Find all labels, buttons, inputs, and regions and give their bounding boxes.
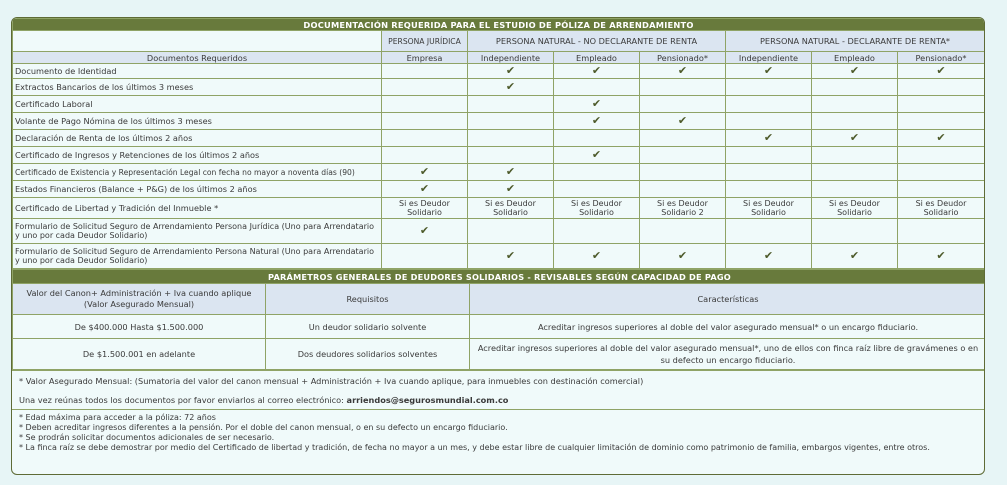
empty-cell <box>554 181 640 198</box>
check-icon: ✔ <box>726 64 812 79</box>
check-icon: ✔ <box>898 244 985 269</box>
empty-cell <box>726 96 812 113</box>
check-icon: ✔ <box>812 244 898 269</box>
empty-cell <box>640 219 726 244</box>
check-icon: ✔ <box>640 244 726 269</box>
empty-cell <box>898 164 985 181</box>
empty-cell <box>640 147 726 164</box>
document-name: Declaración de Renta de los últimos 2 años <box>13 130 382 147</box>
empty-cell <box>382 96 468 113</box>
check-icon: ✔ <box>468 79 554 96</box>
footnotes <box>12 409 984 456</box>
col-independiente: Independiente <box>726 52 812 64</box>
requisitos-value: Dos deudores solidarios solventes <box>266 339 470 370</box>
email-instruction-text: Una vez reúnas todos los documentos por favor enviarlos al correo electrónico: <box>19 395 344 405</box>
col-empleado: Empleado <box>812 52 898 64</box>
check-icon: ✔ <box>898 130 985 147</box>
check-icon: ✔ <box>898 64 985 79</box>
empty-cell <box>640 164 726 181</box>
group-no-declarante: PERSONA NATURAL - NO DECLARANTE DE RENTA <box>468 31 726 52</box>
check-icon: ✔ <box>382 164 468 181</box>
empty-cell <box>382 64 468 79</box>
caracteristicas-value: Acreditar ingresos superiores al doble del valor asegurado mensual* o un encargo fiduciario. <box>470 315 986 339</box>
col-valor-canon: Valor del Canon+ Administración + Iva cuando aplique (Valor Asegurado Mensual) <box>13 284 266 315</box>
check-icon: ✔ <box>554 147 640 164</box>
document-name: Certificado de Ingresos y Retenciones de los últimos 2 años <box>13 147 382 164</box>
empty-cell <box>898 113 985 130</box>
requirement-note: Si es Deudor Solidario <box>554 198 640 219</box>
empty-cell <box>382 244 468 269</box>
footnote-property: * La finca raíz se debe demostrar por medio del Certificado de libertad y tradición, de fecha no mayor a un mes, y debe estar libre de cualquier limitación de dominio como patrimonio de familia, embargos vigentes, entre otros. <box>19 443 930 452</box>
docs-column-header: Documentos Requeridos <box>13 52 382 64</box>
check-icon: ✔ <box>468 164 554 181</box>
requirement-note: Si es Deudor Solidario <box>726 198 812 219</box>
valor-range: De $1.500.001 en adelante <box>13 339 266 370</box>
documents-table-title: DOCUMENTACIÓN REQUERIDA PARA EL ESTUDIO DE PÓLIZA DE ARRENDAMIENTO <box>13 19 985 31</box>
empty-cell <box>898 219 985 244</box>
check-icon: ✔ <box>554 244 640 269</box>
empty-cell <box>726 113 812 130</box>
documents-table <box>12 18 985 269</box>
group-declarante: PERSONA NATURAL - DECLARANTE DE RENTA* <box>726 31 985 52</box>
guarantors-table <box>12 269 985 370</box>
col-independiente: Independiente <box>468 52 554 64</box>
table-row <box>13 219 985 244</box>
group-persona-juridica: PERSONA JURÍDICA <box>382 31 468 52</box>
caracteristicas-value: Acreditar ingresos superiores al doble del valor asegurado mensual*, uno de ellos con finca raíz libre de gravámenes o en su defecto un encargo fiduciario. <box>470 339 986 370</box>
table-row <box>13 164 985 181</box>
contact-email-link[interactable]: arriendos@segurosmundial.com.co <box>346 395 509 405</box>
empty-cell <box>726 164 812 181</box>
check-icon: ✔ <box>554 64 640 79</box>
check-icon: ✔ <box>382 219 468 244</box>
document-rows <box>13 64 985 269</box>
empty-cell <box>468 130 554 147</box>
check-icon: ✔ <box>468 244 554 269</box>
table-row <box>13 181 985 198</box>
empty-cell <box>898 147 985 164</box>
empty-cell <box>554 219 640 244</box>
empty-cell <box>468 96 554 113</box>
empty-cell <box>812 79 898 96</box>
empty-cell <box>812 219 898 244</box>
requisitos-value: Un deudor solidario solvente <box>266 315 470 339</box>
document-name: Volante de Pago Nómina de los últimos 3 meses <box>13 113 382 130</box>
empty-cell <box>468 219 554 244</box>
table-row <box>13 64 985 79</box>
requirement-note: Si es Deudor Solidario <box>468 198 554 219</box>
requirement-note: Si es Deudor Solidario <box>898 198 985 219</box>
empty-cell <box>640 96 726 113</box>
footnote-age: * Edad máxima para acceder a la póliza: 72 años <box>19 413 216 422</box>
check-icon: ✔ <box>640 64 726 79</box>
table-row <box>13 147 985 164</box>
document-name: Documento de Identidad <box>13 64 382 79</box>
document-name: Certificado de Libertad y Tradición del Inmueble * <box>13 198 382 219</box>
check-icon: ✔ <box>726 130 812 147</box>
table-row <box>13 96 985 113</box>
col-pensionado: Pensionado* <box>640 52 726 64</box>
empty-cell <box>554 79 640 96</box>
requirement-note: Si es Deudor Solidario <box>812 198 898 219</box>
table-row <box>13 130 985 147</box>
empty-cell <box>812 181 898 198</box>
empty-cell <box>812 147 898 164</box>
check-icon: ✔ <box>726 244 812 269</box>
check-icon: ✔ <box>812 64 898 79</box>
empty-cell <box>382 147 468 164</box>
document-name: Formulario de Solicitud Seguro de Arrendamiento Persona Natural (Uno para Arrendatario y uno por cada Deudor Solidario) <box>13 244 382 269</box>
document-name: Formulario de Solicitud Seguro de Arrendamiento Persona Jurídica (Uno para Arrendatario y uno por cada Deudor Solidario) <box>13 219 382 244</box>
guarantors-table-title: PARÁMETROS GENERALES DE DEUDORES SOLIDARIOS - REVISABLES SEGÚN CAPACIDAD DE PAGO <box>13 270 986 284</box>
empty-cell <box>726 79 812 96</box>
empty-cell <box>382 130 468 147</box>
empty-cell <box>898 79 985 96</box>
empty-cell <box>812 96 898 113</box>
document-name: Certificado Laboral <box>13 96 382 113</box>
check-icon: ✔ <box>812 130 898 147</box>
valor-range: De $400.000 Hasta $1.500.000 <box>13 315 266 339</box>
table-row <box>13 79 985 96</box>
col-pensionado: Pensionado* <box>898 52 985 64</box>
valor-asegurado-note-block <box>12 370 984 409</box>
empty-cell <box>812 113 898 130</box>
empty-cell <box>640 130 726 147</box>
check-icon: ✔ <box>640 113 726 130</box>
check-icon: ✔ <box>382 181 468 198</box>
document-name: Certificado de Existencia y Representación Legal con fecha no mayor a noventa días (90) <box>13 164 382 181</box>
document-name: Estados Financieros (Balance + P&G) de los últimos 2 años <box>13 181 382 198</box>
empty-cell <box>726 147 812 164</box>
table-row <box>13 113 985 130</box>
empty-cell <box>898 181 985 198</box>
col-caracteristicas: Características <box>470 284 986 315</box>
empty-cell <box>554 130 640 147</box>
empty-cell <box>554 164 640 181</box>
table-row <box>13 198 985 219</box>
table-row <box>13 244 985 269</box>
col-empleado: Empleado <box>554 52 640 64</box>
col-requisitos: Requisitos <box>266 284 470 315</box>
requirement-note: Si es Deudor Solidario 2 <box>640 198 726 219</box>
document-name: Extractos Bancarios de los últimos 3 meses <box>13 79 382 96</box>
col-empresa: Empresa <box>382 52 468 64</box>
empty-cell <box>726 219 812 244</box>
policy-requirements-card <box>11 17 985 475</box>
empty-cell <box>382 113 468 130</box>
empty-cell <box>640 181 726 198</box>
empty-cell <box>640 79 726 96</box>
check-icon: ✔ <box>468 64 554 79</box>
empty-cell <box>726 181 812 198</box>
check-icon: ✔ <box>554 113 640 130</box>
requirement-note: Si es Deudor Solidario <box>382 198 468 219</box>
email-instruction <box>19 395 977 406</box>
footnote-income: * Deben acreditar ingresos diferentes a la pensión. Por el doble del canon mensual, o en su defecto un encargo fiduciario. <box>19 423 508 432</box>
empty-cell <box>468 147 554 164</box>
empty-cell <box>382 79 468 96</box>
valor-asegurado-note: * Valor Asegurado Mensual: (Sumatoria del valor del canon mensual + Administración + Iva cuando aplique, para inmuebles con destinación comercial) <box>19 376 644 386</box>
footnote-additional-docs: * Se prodrán solicitar documentos adicionales de ser necesario. <box>19 433 275 442</box>
empty-cell <box>468 113 554 130</box>
empty-cell <box>898 96 985 113</box>
check-icon: ✔ <box>554 96 640 113</box>
check-icon: ✔ <box>468 181 554 198</box>
empty-cell <box>812 164 898 181</box>
